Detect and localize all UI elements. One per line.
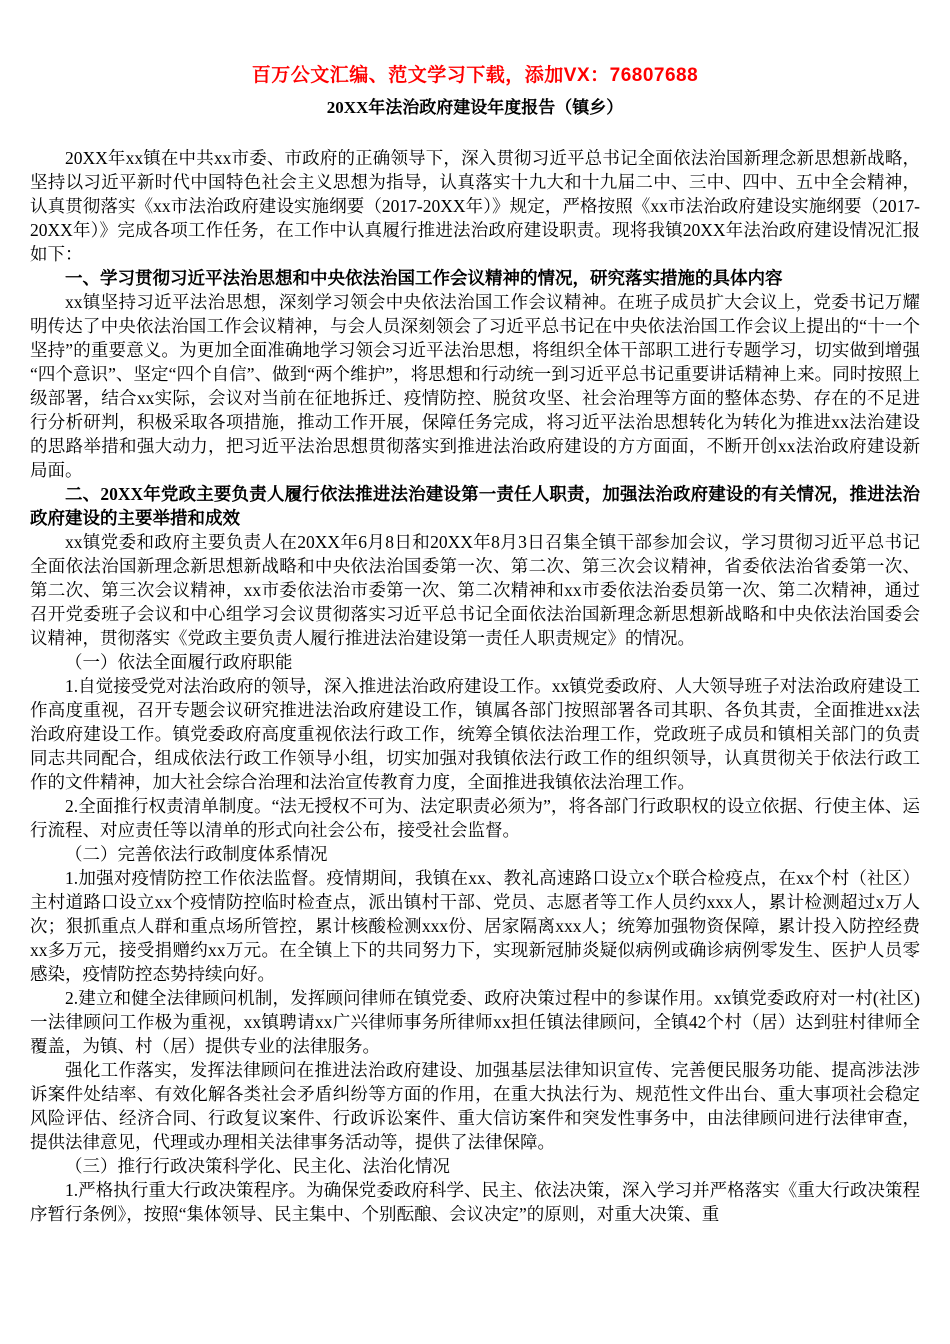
- section-heading: 二、20XX年党政主要负责人履行依法推进法治建设第一责任人职责，加强法治政府建设的有关情况，推进法治政府建设的主要举措和成效: [30, 484, 920, 528]
- subsection-heading: （二）完善依法行政制度体系情况: [65, 844, 328, 864]
- section-heading: 一、学习贯彻习近平法治思想和中央依法治国工作会议精神的情况，研究落实措施的具体内容: [65, 268, 783, 288]
- watermark-banner: 百万公文汇编、范文学习下载，添加VX：76807688: [251, 65, 699, 86]
- body-paragraph: 强化工作落实，发挥法律顾问在推进法治政府建设、加强基层法律知识宣传、完善便民服务功能、提高涉法涉诉案件处结率、有效化解各类社会矛盾纠纷等方面的作用，在重大执法行为、规范性文件出台、重大事项社会稳定风险评估、经济合同、行政复议案件、行政诉讼案件、重大信访案件和突发性事务中，由法律顾问进行法律审查，提供法律意见，代理或办理相关法律事务活动等，提供了法律保障。: [30, 1060, 920, 1152]
- body-paragraph: 1.严格执行重大行政决策程序。为确保党委政府科学、民主、依法决策，深入学习并严格落实《重大行政决策程序暂行条例》，按照“集体领导、民主集中、个别酝酿、会议决定”的原则，对重大决策、重: [30, 1180, 920, 1224]
- document-title: 20XX年法治政府建设年度报告（镇乡）: [326, 98, 624, 117]
- body-paragraph: 1.加强对疫情防控工作依法监督。疫情期间，我镇在xx、教礼高速路口设立x个联合检疫点，在xx个村（社区）主村道路口设立xx个疫情防控临时检查点，派出镇村干部、党员、志愿者等工作人员约xxx人，累计检测超过x万人次；狠抓重点人群和重点场所管控，累计核酸检测xxx份、居家隔离xxx人；统筹加强物资保障，累计投入防控经费xx多万元，接受捐赠约xx万元。在全镇上下的共同努力下，实现新冠肺炎疑似病例或确诊病例零发生、医护人员零感染，疫情防控态势持续向好。: [30, 868, 920, 984]
- body-paragraph: 2.建立和健全法律顾问机制，发挥顾问律师在镇党委、政府决策过程中的参谋作用。xx镇党委政府对一村(社区)一法律顾问工作极为重视，xx镇聘请xx广兴律师事务所律师xx担任镇法律顾问，全镇42个村（居）达到驻村律师全覆盖，为镇、村（居）提供专业的法律服务。: [30, 988, 920, 1056]
- body-paragraph: xx镇党委和政府主要负责人在20XX年6月8日和20XX年8月3日召集全镇干部参加会议，学习贯彻习近平总书记全面依法治国新理念新思想新战略和中央依法治国委第一次、第二次、第三次会议精神，省委依法治省委第一次、第二次、第三次会议精神，xx市委依法治市委第一次、第二次精神和xx市委依法治委员第一次、第二次精神，通过召开党委班子会议和中心组学习会议贯彻落实习近平总书记全面依法治国新理念新思想新战略和中央依法治国委会议精神，贯彻落实《党政主要负责人履行推进法治建设第一责任人职责规定》的情况。: [30, 532, 920, 648]
- subsection-heading: （三）推行行政决策科学化、民主化、法治化情况: [65, 1156, 450, 1176]
- body-paragraph: 20XX年xx镇在中共xx市委、市政府的正确领导下，深入贯彻习近平总书记全面依法治国新理念新思想新战略，坚持以习近平新时代中国特色社会主义思想为指导，认真落实十九大和十九届二中、三中、四中、五中全会精神，认真贯彻落实《xx市法治政府建设实施纲要（2017-20XX年）》规定，严格按照《xx市法治政府建设实施纲要（2017-20XX年）》完成各项工作任务，在工作中认真履行推进法治政府建设职责。现将我镇20XX年法治政府建设情况汇报如下：: [30, 148, 920, 264]
- body-paragraph: xx镇坚持习近平法治思想，深刻学习领会中央依法治国工作会议精神。在班子成员扩大会议上，党委书记万耀明传达了中央依法治国工作会议精神，与会人员深刻领会了习近平总书记在中央依法治国工作会议上提出的“十一个坚持”的重要意义。为更加全面准确地学习领会习近平法治思想，将组织全体干部职工进行专题学习，切实做到增强“四个意识”、坚定“四个自信”、做到“两个维护”，将思想和行动统一到习近平总书记重要讲话精神上来。同时按照上级部署，结合xx实际，会议对当前在征地拆迁、疫情防控、脱贫攻坚、社会治理等方面的整体态势、存在的不足进行分析研判，积极采取各项措施，推动工作开展，保障任务完成，将习近平法治思想转化为转化为推进xx法治建设的思路举措和强大动力，把习近平法治思想贯彻落实到推进法治政府建设的方方面面，不断开创xx法治政府建设新局面。: [30, 292, 920, 480]
- document-body: [30, 146, 920, 1226]
- subsection-heading: （一）依法全面履行政府职能: [65, 652, 293, 672]
- body-paragraph: 1.自觉接受党对法治政府的领导，深入推进法治政府建设工作。xx镇党委政府、人大领导班子对法治政府建设工作高度重视，召开专题会议研究推进法治政府建设工作，镇属各部门按照部署各司其职、各负其责，全面推进xx法治政府建设工作。镇党委政府高度重视依法行政工作，统筹全镇依法治理工作，党政班子成员和镇相关部门的负责同志共同配合，组成依法行政工作领导小组，切实加强对我镇依法行政工作的组织领导，认真贯彻关于依法行政工作的文件精神，加大社会综合治理和法治宣传教育力度，全面推进我镇依法治理工作。: [30, 676, 920, 792]
- body-paragraph: 2.全面推行权责清单制度。“法无授权不可为、法定职责必须为”，将各部门行政职权的设立依据、行使主体、运行流程、对应责任等以清单的形式向社会公布，接受社会监督。: [30, 796, 920, 840]
